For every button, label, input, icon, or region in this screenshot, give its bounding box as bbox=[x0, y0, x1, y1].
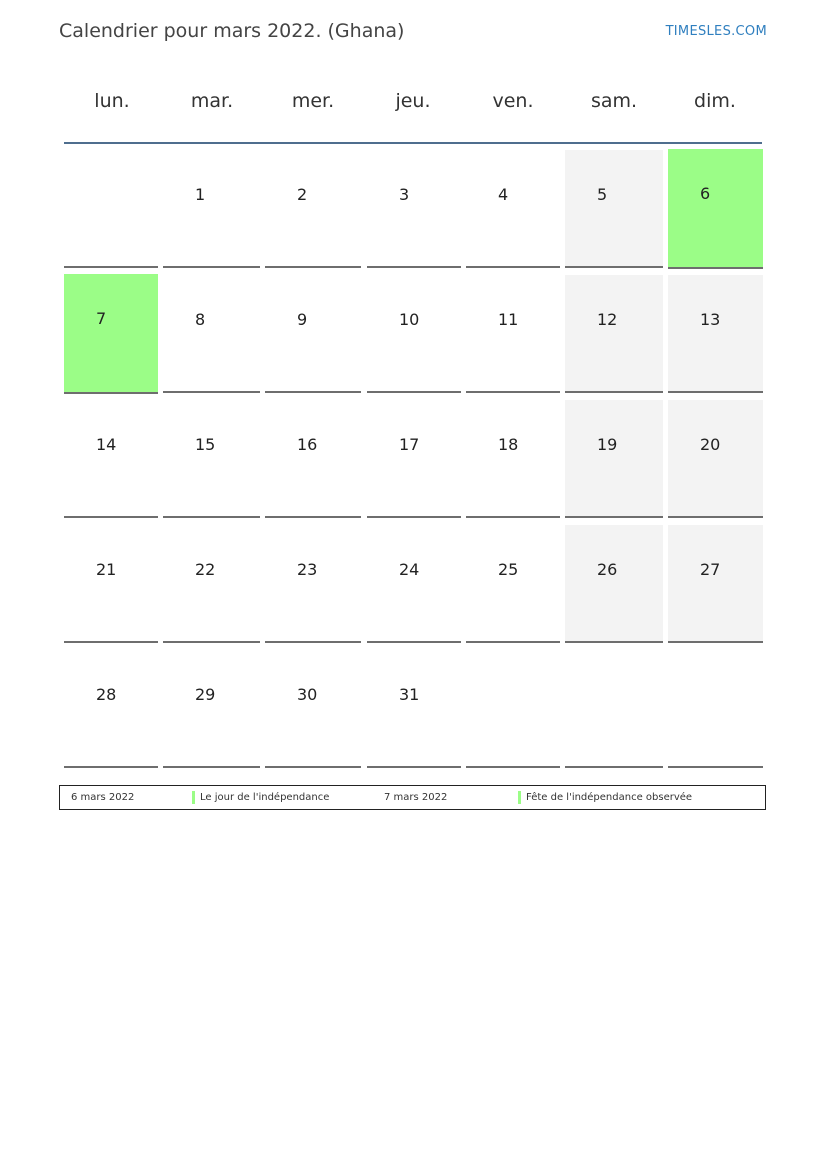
day-number: 27 bbox=[700, 560, 721, 579]
day-number: 1 bbox=[195, 185, 206, 204]
day-cell[interactable] bbox=[466, 275, 560, 393]
day-cell[interactable] bbox=[64, 525, 158, 643]
day-number: 24 bbox=[399, 560, 420, 579]
day-cell[interactable] bbox=[163, 400, 260, 518]
day-number: 7 bbox=[96, 309, 107, 328]
day-cell[interactable] bbox=[466, 150, 560, 268]
day-number: 6 bbox=[700, 184, 711, 203]
weekday-label: mer. bbox=[291, 90, 335, 112]
day-number: 3 bbox=[399, 185, 410, 204]
day-cell[interactable] bbox=[265, 275, 361, 393]
page-title: Calendrier pour mars 2022. (Ghana) bbox=[59, 20, 405, 42]
day-cell[interactable] bbox=[668, 275, 763, 393]
day-number: 12 bbox=[597, 310, 618, 329]
day-cell bbox=[64, 150, 158, 268]
day-number: 14 bbox=[96, 435, 117, 454]
day-cell[interactable] bbox=[668, 525, 763, 643]
day-number: 21 bbox=[96, 560, 117, 579]
day-number: 4 bbox=[498, 185, 509, 204]
day-cell[interactable] bbox=[565, 525, 663, 643]
holiday-legend bbox=[59, 785, 766, 810]
day-cell[interactable] bbox=[565, 400, 663, 518]
day-cell[interactable] bbox=[565, 150, 663, 268]
holiday-color-swatch bbox=[192, 791, 195, 804]
day-number: 16 bbox=[297, 435, 318, 454]
legend-holiday-label: Le jour de l'indépendance bbox=[200, 792, 330, 803]
day-number: 11 bbox=[498, 310, 519, 329]
day-number: 18 bbox=[498, 435, 519, 454]
day-number: 5 bbox=[597, 185, 608, 204]
day-cell[interactable] bbox=[64, 400, 158, 518]
legend-holiday-label: Fête de l'indépendance observée bbox=[526, 792, 693, 803]
day-number: 17 bbox=[399, 435, 420, 454]
legend-date: 6 mars 2022 bbox=[71, 792, 135, 803]
day-number: 9 bbox=[297, 310, 308, 329]
day-cell bbox=[668, 650, 763, 768]
day-cell[interactable] bbox=[367, 650, 461, 768]
day-cell[interactable] bbox=[466, 525, 560, 643]
day-cell[interactable] bbox=[64, 274, 158, 394]
day-cell[interactable] bbox=[466, 400, 560, 518]
legend-holiday-name bbox=[192, 792, 329, 803]
day-number: 28 bbox=[96, 685, 117, 704]
weekday-label: ven. bbox=[492, 90, 534, 112]
day-number: 19 bbox=[597, 435, 618, 454]
day-cell[interactable] bbox=[265, 150, 361, 268]
day-number: 29 bbox=[195, 685, 216, 704]
day-cell[interactable] bbox=[265, 525, 361, 643]
day-number: 10 bbox=[399, 310, 420, 329]
day-number: 31 bbox=[399, 685, 420, 704]
day-cell[interactable] bbox=[163, 525, 260, 643]
weekday-label: dim. bbox=[694, 90, 736, 112]
legend-holiday-name bbox=[518, 792, 692, 803]
day-cell[interactable] bbox=[367, 275, 461, 393]
day-number: 22 bbox=[195, 560, 216, 579]
brand-link[interactable]: TIMESLES.COM bbox=[665, 24, 767, 39]
day-cell[interactable] bbox=[64, 650, 158, 768]
day-cell bbox=[565, 650, 663, 768]
day-cell[interactable] bbox=[265, 400, 361, 518]
day-cell[interactable] bbox=[367, 150, 461, 268]
day-cell[interactable] bbox=[565, 275, 663, 393]
day-number: 30 bbox=[297, 685, 318, 704]
day-number: 20 bbox=[700, 435, 721, 454]
weekday-label: lun. bbox=[94, 90, 130, 112]
day-number: 13 bbox=[700, 310, 721, 329]
day-cell[interactable] bbox=[367, 400, 461, 518]
day-cell[interactable] bbox=[367, 525, 461, 643]
day-cell[interactable] bbox=[668, 400, 763, 518]
day-cell[interactable] bbox=[163, 150, 260, 268]
day-cell[interactable] bbox=[163, 650, 260, 768]
day-cell bbox=[466, 650, 560, 768]
weekday-label: mar. bbox=[190, 90, 234, 112]
holiday-color-swatch bbox=[518, 791, 521, 804]
legend-date: 7 mars 2022 bbox=[384, 792, 448, 803]
day-number: 2 bbox=[297, 185, 308, 204]
day-number: 25 bbox=[498, 560, 519, 579]
weekday-label: sam. bbox=[590, 90, 638, 112]
day-cell[interactable] bbox=[668, 149, 763, 269]
day-number: 26 bbox=[597, 560, 618, 579]
day-number: 15 bbox=[195, 435, 216, 454]
day-cell[interactable] bbox=[265, 650, 361, 768]
weekday-label: jeu. bbox=[395, 90, 431, 112]
day-number: 23 bbox=[297, 560, 318, 579]
day-cell[interactable] bbox=[163, 275, 260, 393]
day-number: 8 bbox=[195, 310, 206, 329]
